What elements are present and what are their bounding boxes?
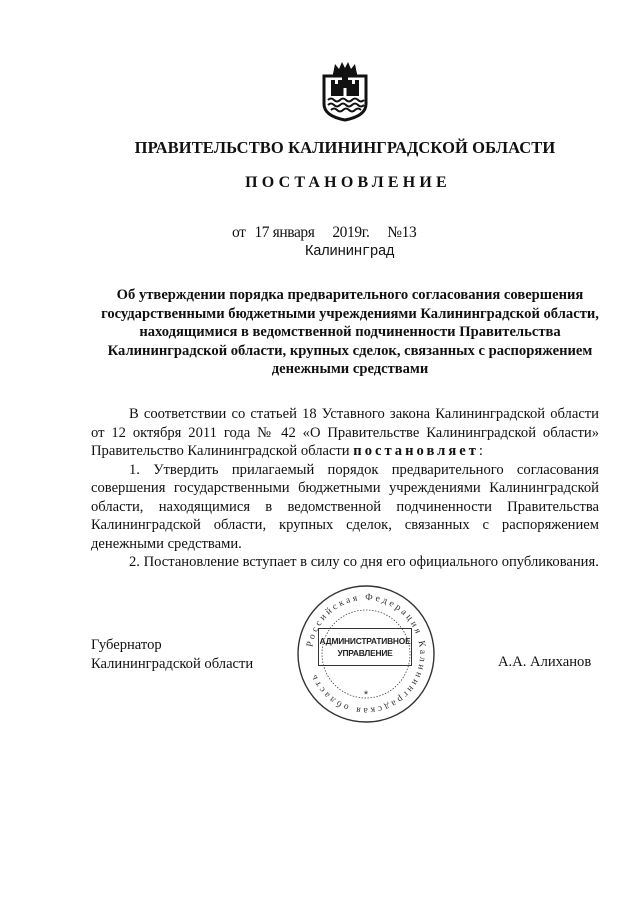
coat-of-arms-icon bbox=[318, 60, 372, 122]
stamp-star: * bbox=[363, 689, 369, 701]
signatory-position-line2: Калининградской области bbox=[91, 655, 254, 672]
date-line bbox=[232, 224, 416, 242]
date-prefix: от bbox=[232, 224, 246, 241]
document-subject: Об утверждении порядка предварительного согласования совершения государственными бюджетными учреждениями Калининградской области, находящимися в ведомственной подчиненности Правительства Калининградской области, крупных сделок, связанных с распоряжением денежными средствами bbox=[101, 287, 599, 378]
signatory-name: А.А. Алиханов bbox=[498, 654, 592, 670]
stamp-ring-text: Российская Федерация Калининградская область bbox=[305, 592, 428, 716]
signatory-position-line1: Губернатор bbox=[91, 637, 162, 653]
number-sign: № bbox=[387, 224, 402, 241]
resolves-colon: : bbox=[478, 443, 483, 459]
document-type: ПОСТАНОВЛЕНИЕ bbox=[245, 174, 451, 191]
city: Калининград bbox=[305, 244, 395, 260]
item-2-paragraph: 2. Постановление вступает в силу со дня его официального опубликования. bbox=[129, 554, 599, 570]
date-year: 2019 bbox=[332, 224, 362, 241]
stamp-box-line2: УПРАВЛЕНИЕ bbox=[337, 648, 393, 658]
preamble-paragraph bbox=[91, 405, 599, 461]
stamp-box-line1: АДМИНИСТРАТИВНОЕ bbox=[319, 636, 411, 646]
date-year-suffix: г. bbox=[361, 224, 370, 241]
document-number: 13 bbox=[401, 224, 417, 241]
resolves-word: постановляет bbox=[353, 443, 479, 459]
preamble-text: В соответствии со статьей 18 Уставного закона Калининградской области от 12 октября 2011 года № 42 «О Правительстве Калининградской области» Правительство Калининградской области bbox=[91, 406, 599, 459]
signatory-position bbox=[91, 636, 253, 673]
date-value: 17 января bbox=[254, 224, 315, 241]
stamp-department-box bbox=[318, 628, 412, 666]
document-body bbox=[91, 405, 599, 572]
item-1-paragraph: 1. Утвердить прилагаемый порядок предварительного согласования совершения государственными бюджетными учреждениями Калининградской области, находящимися в ведомственной подчиненности Правительства Калининградской области, крупных сделок, связанных с распоряжением денежными средствами. bbox=[91, 461, 599, 552]
organization-title: ПРАВИТЕЛЬСТВО КАЛИНИНГРАДСКОЙ ОБЛАСТИ bbox=[134, 138, 556, 157]
